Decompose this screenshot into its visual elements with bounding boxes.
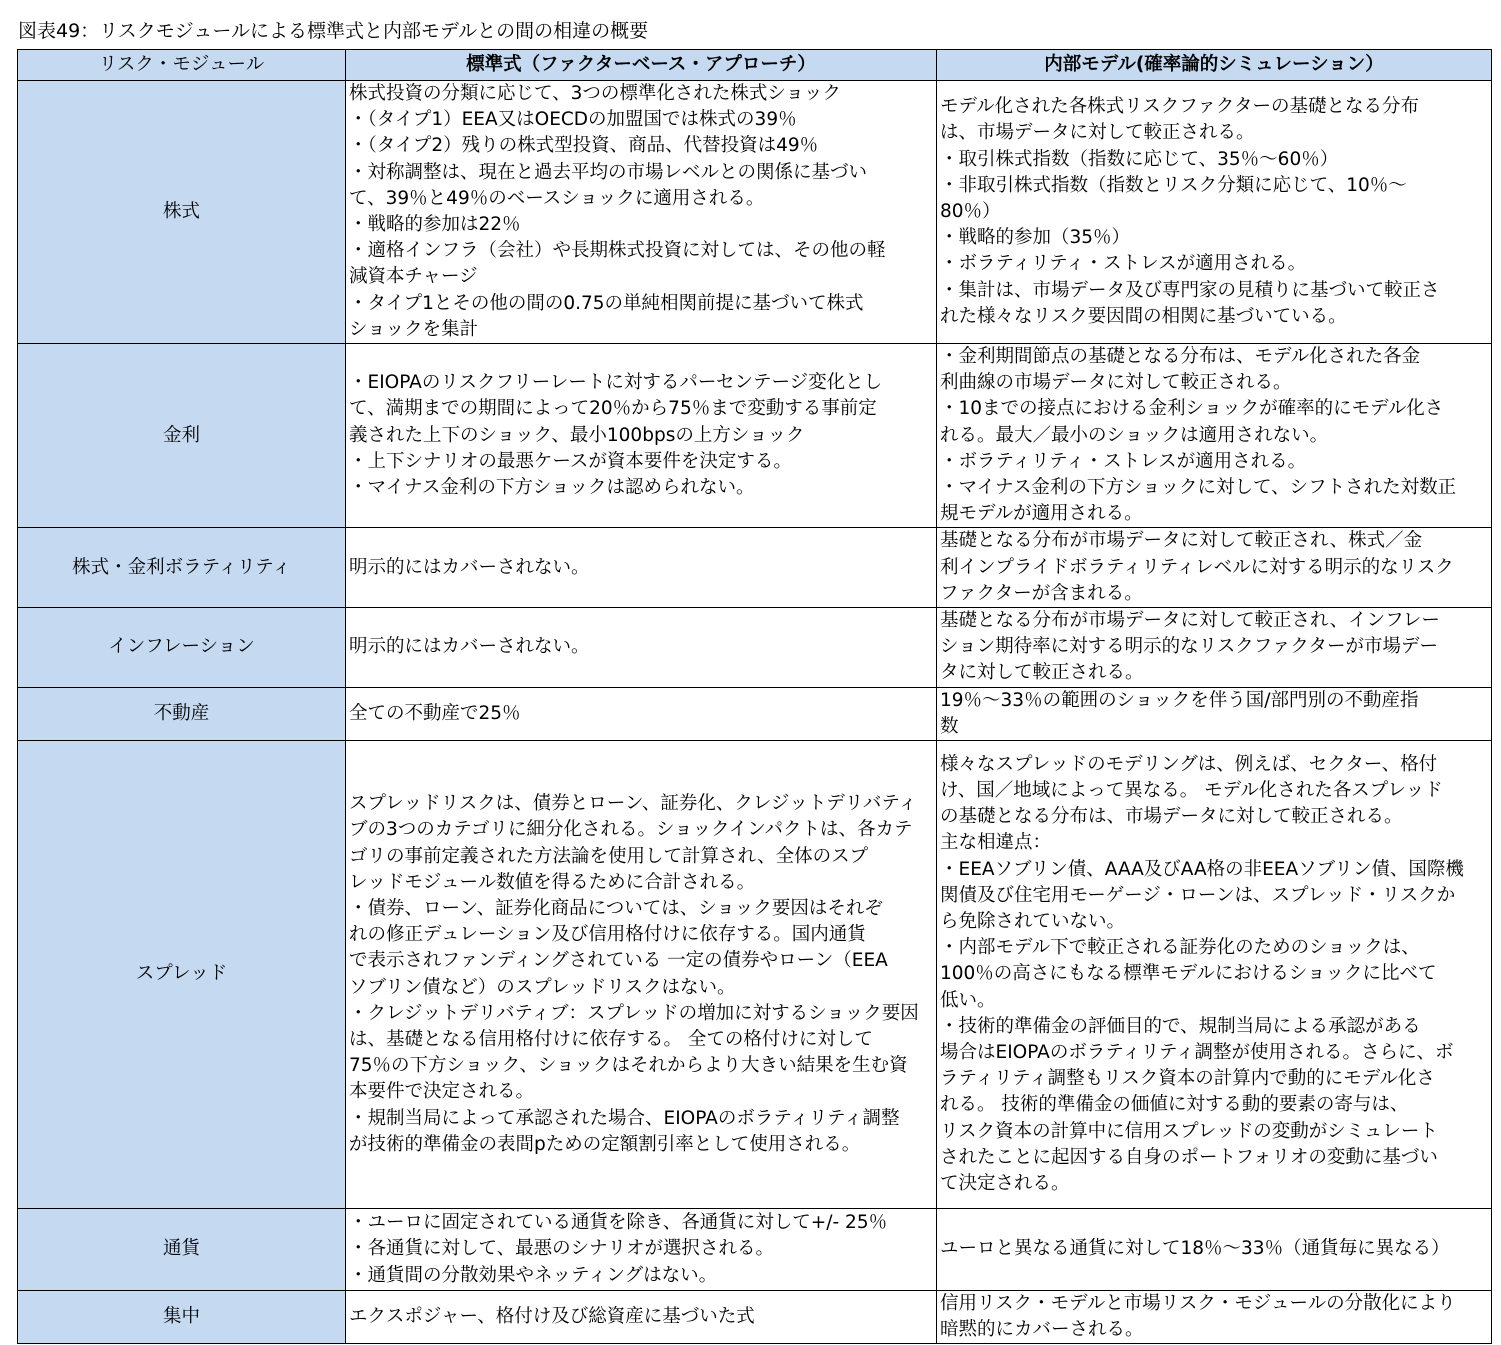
table-row — [18, 344, 1492, 528]
comparison-table — [17, 49, 1492, 1344]
standard-formula-cell — [346, 1291, 937, 1344]
table-row — [18, 687, 1492, 740]
text-line: ・タイプ1とその他の間の0.75の単純相関前提に基づいて株式 — [349, 292, 864, 314]
text-line: ・ボラティリティ・ストレスが適用される。 — [940, 450, 1307, 472]
text-line: 明示的にはカバーされない。 — [349, 636, 590, 658]
text-line: ・債券、ローン、証券化商品については、ショック要因はそれぞ — [349, 897, 883, 919]
internal-model-cell — [937, 1209, 1492, 1291]
text-line: ・上下シナリオの最悪ケースが資本要件を決定する。 — [349, 450, 792, 472]
text-line: ・集計は、市場データ及び専門家の見積りに基づいて較正さ — [940, 279, 1440, 301]
internal-model-cell — [937, 81, 1492, 344]
internal-model-cell — [937, 608, 1492, 688]
text-line: 利曲線の市場データに対して較正される。 — [940, 372, 1292, 394]
text-line: ・マイナス金利の下方ショックに対して、シフトされた対数正 — [940, 477, 1457, 499]
text-line: スプレッドリスクは、債券とローン、証券化、クレジットデリバティ — [349, 793, 917, 815]
text-line: リスク資本の計算中に信用スプレッドの変動がシミュレート — [940, 1120, 1438, 1142]
text-line: の基礎となる分布は、市場データに対して較正される。 — [940, 806, 1403, 828]
text-line: 主な相違点： — [940, 832, 1052, 854]
header-standard-formula: 標準式（ファクターベース・アプローチ） — [346, 50, 937, 81]
table-row — [18, 1291, 1492, 1344]
text-line: れの修正デュレーション及び信用格付けに依存する。国内通貨 — [349, 924, 866, 946]
standard-formula-cell — [346, 608, 937, 688]
text-line: 75％の下方ショック、ショックはそれからより大きい結果を生む資 — [349, 1055, 908, 1077]
text-line: ・各通貨に対して、最悪のシナリオが選択される。 — [349, 1238, 774, 1260]
standard-formula-cell — [346, 741, 937, 1209]
table-row — [18, 528, 1492, 608]
text-line: ・対称調整は、現在と過去平均の市場レベルとの関係に基づい — [349, 161, 868, 183]
text-line: 基礎となる分布が市場データに対して較正され、株式／金 — [940, 530, 1423, 552]
text-line: ・金利期間節点の基礎となる分布は、モデル化された各金 — [940, 346, 1421, 368]
text-line: ・10までの接点における金利ショックが確率的にモデル化さ — [940, 398, 1444, 420]
text-line: 80％） — [940, 200, 1001, 222]
text-line: モデル化された各株式リスクファクターの基礎となる分布 — [940, 96, 1419, 118]
text-line: 信用リスク・モデルと市場リスク・モジュールの分散化により — [940, 1293, 1456, 1315]
text-line: ゴリの事前定義された方法論を使用して計算され、全体のスプ — [349, 845, 869, 867]
table-row — [18, 1209, 1492, 1291]
text-line: エクスポジャー、格付け及び総資産に基づいた式 — [349, 1306, 755, 1328]
text-line: ・ボラティリティ・ストレスが適用される。 — [940, 253, 1307, 275]
internal-model-cell — [937, 687, 1492, 740]
internal-model-cell — [937, 344, 1492, 528]
standard-formula-cell — [346, 687, 937, 740]
text-line: タに対して較正される。 — [940, 662, 1144, 684]
text-line: ・規制当局によって承認された場合、EIOPAのボラティリティ調整 — [349, 1107, 900, 1129]
risk-module-cell: 株式 — [18, 81, 346, 344]
risk-module-cell: 通貨 — [18, 1209, 346, 1291]
header-internal-model: 内部モデル(確率論的シミュレーション） — [937, 50, 1492, 81]
text-line: れる。 技術的準備金の価値に対する動的要素の寄与は、 — [940, 1094, 1409, 1116]
text-line: れた様々なリスク要因間の相関に基づいている。 — [940, 305, 1347, 327]
text-line: 株式投資の分類に応じて、3つの標準化された株式ショック — [349, 83, 842, 104]
standard-formula-cell — [346, 81, 937, 344]
standard-formula-cell — [346, 344, 937, 528]
internal-model-cell — [937, 528, 1492, 608]
text-line: 低い。 — [940, 989, 996, 1011]
text-line: ラティリティ調整もリスク資本の計算内で動的にモデル化さ — [940, 1068, 1435, 1090]
text-line: ・戦略的参加（35％） — [940, 227, 1131, 249]
text-line: は、市場データに対して較正される。 — [940, 122, 1255, 144]
text-line: ブの3つのカテゴリに細分化される。ショックインパクトは、各カテ — [349, 819, 913, 841]
text-line: は、基礎となる信用格付けに依存する。 全ての格付けに対して — [349, 1028, 873, 1050]
text-line: 関債及び住宅用モーゲージ・ローンは、スプレッド・リスクか — [940, 884, 1456, 906]
standard-formula-cell — [346, 1209, 937, 1291]
table-row — [18, 741, 1492, 1209]
text-line: 本要件で決定される。 — [349, 1081, 535, 1103]
internal-model-cell — [937, 1291, 1492, 1344]
text-line: 減資本チャージ — [349, 266, 478, 288]
text-line: 利インプライドボラティリティレベルに対する明示的なリスク — [940, 556, 1454, 578]
text-line: ・EEAソブリン債、AAA及びAA格の非EEAソブリン債、国際機 — [940, 858, 1464, 880]
text-line: 数 — [940, 715, 959, 737]
text-line: 全ての不動産で25％ — [349, 702, 521, 724]
text-line: 19％～33％の範囲のショックを伴う国/部門別の不動産指 — [940, 689, 1419, 711]
text-line: 基礎となる分布が市場データに対して較正され、インフレー — [940, 610, 1440, 632]
text-line: て、39％と49％のベースショックに適用される。 — [349, 187, 765, 209]
risk-module-cell: 集中 — [18, 1291, 346, 1344]
header-row — [18, 50, 1492, 81]
text-line: ・内部モデル下で較正される証券化のためのショックは、 — [940, 937, 1420, 959]
text-line: て、満期までの期間によって20％から75％まで変動する事前定 — [349, 398, 877, 420]
text-line: ショックを集計 — [349, 318, 479, 340]
risk-module-cell: スプレッド — [18, 741, 346, 1209]
text-line: ・（タイプ1）EEA又はOECDの加盟国では株式の39％ — [349, 109, 797, 131]
text-line: ・マイナス金利の下方ショックは認められない。 — [349, 477, 755, 499]
header-risk-module: リスク・モジュール — [18, 50, 346, 81]
text-line: レッドモジュール数値を得るために合計される。 — [349, 871, 756, 893]
text-line: 様々なスプレッドのモデリングは、例えば、セクター、格付 — [940, 753, 1438, 775]
text-line: ・（タイプ2）残りの株式型投資、商品、代替投資は49％ — [349, 135, 819, 157]
text-line: ・通貨間の分散効果やネッティングはない。 — [349, 1264, 718, 1286]
text-line: ・戦略的参加は22％ — [349, 214, 521, 236]
text-line: ら免除されていない。 — [940, 911, 1126, 933]
risk-module-cell: 株式・金利ボラティリティ — [18, 528, 346, 608]
text-line: ユーロと異なる通貨に対して18％～33％（通貨毎に異なる） — [940, 1238, 1450, 1260]
text-line: で表示されファンディングされている 一定の債券やローン（EEA — [349, 950, 888, 972]
text-line: ・適格インフラ（会社）や長期株式投資に対しては、その他の軽 — [349, 240, 886, 262]
text-line: ・EIOPAのリスクフリーレートに対するパーセンテージ変化とし — [349, 372, 883, 394]
text-line: 暗黙的にカバーされる。 — [940, 1319, 1144, 1341]
text-line: 100％の高さにもなる標準モデルにおけるショックに比べて — [940, 963, 1437, 985]
text-line: ・取引株式指数（指数に応じて、35％～60％） — [940, 148, 1339, 170]
text-line: されたことに起因する自身のポートフォリオの変動に基づい — [940, 1146, 1438, 1168]
text-line: 規モデルが適用される。 — [940, 503, 1143, 525]
text-line: ・クレジットデリバティブ：スプレッドの増加に対するショック要因 — [349, 1002, 919, 1024]
text-line: け、国／地域によって異なる。 モデル化された各スプレッド — [940, 780, 1443, 802]
text-line: ・非取引株式指数（指数とリスク分類に応じて、10％～ — [940, 174, 1407, 196]
text-line: れる。最大／最小のショックは適用されない。 — [940, 424, 1329, 446]
text-line: 場合はEIOPAのボラティリティ調整が使用される。さらに、ボ — [940, 1042, 1454, 1064]
table-row — [18, 81, 1492, 344]
text-line: 明示的にはカバーされない。 — [349, 556, 590, 578]
figure-title: 図表49：リスクモジュールによる標準式と内部モデルとの間の相違の概要 — [18, 20, 649, 42]
text-line: ション期待率に対する明示的なリスクファクターが市場デー — [940, 636, 1439, 658]
internal-model-cell — [937, 741, 1492, 1209]
standard-formula-cell — [346, 528, 937, 608]
risk-module-cell: インフレーション — [18, 608, 346, 688]
text-line: が技術的準備金の表間pための定額割引率として使用される。 — [349, 1133, 861, 1155]
text-line: 義された上下のショック、最小100bpsの上方ショック — [349, 424, 805, 446]
text-line: ・ユーロに固定されている通貨を除き、各通貨に対して+/- 25％ — [349, 1212, 888, 1234]
risk-module-cell: 不動産 — [18, 687, 346, 740]
text-line: ファクターが含まれる。 — [940, 582, 1143, 604]
table-row — [18, 608, 1492, 688]
text-line: ・技術的準備金の評価目的で、規制当局による承認がある — [940, 1015, 1421, 1037]
text-line: ソブリン債など）のスプレッドリスクはない。 — [349, 976, 736, 998]
text-line: て決定される。 — [940, 1173, 1070, 1195]
risk-module-cell: 金利 — [18, 344, 346, 528]
